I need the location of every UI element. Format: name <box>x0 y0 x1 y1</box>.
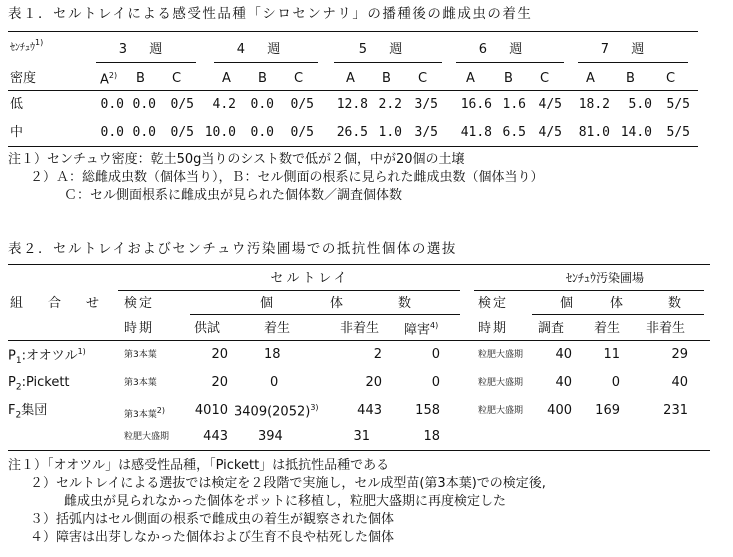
table1-w6-b: B <box>504 71 513 86</box>
table2-f-ind-underline <box>532 314 704 315</box>
table2-note-1: 注１）「オオツル」は感受性品種，「Pickett」は抵抗性品種である <box>8 458 390 473</box>
table1-top-rule <box>8 31 698 32</box>
table1-w3-a: $A^{2)}$ <box>100 71 118 88</box>
table1-mid-w7-c: 5/5 <box>666 125 690 140</box>
table1-low-w6-b: 1.6 <box>502 97 526 112</box>
table2-ct-col-tested: 供試 <box>194 321 221 336</box>
table2-f-col-ind-2: 体 <box>610 296 624 311</box>
table1-week-3-underline <box>96 62 196 63</box>
table2-f-col-test: 検定 <box>478 296 509 311</box>
table2-row-p2-ct-damage: 0 <box>431 375 440 390</box>
table2-row-f2b-ct-test: 粒肥大盛期 <box>124 432 170 442</box>
table1-mid-w3-b: 0.0 <box>132 125 156 140</box>
table1-mid-w4-a: 10.0 <box>204 125 236 140</box>
table1-w6-a: A <box>466 71 475 86</box>
table2-row-p2-ct-tested: 20 <box>211 375 228 390</box>
table1-week-7-underline <box>578 62 688 63</box>
table1-low-w3-b: 0.0 <box>132 97 156 112</box>
table1-w4-a: A <box>222 71 231 86</box>
table1-w7-b: B <box>626 71 635 86</box>
table2-row-p1-ct-noninfested: 2 <box>373 347 382 362</box>
table1-low-w7-c: 5/5 <box>666 97 690 112</box>
table2-ct-col-period: 時期 <box>124 321 155 336</box>
table2-celltray-underline <box>118 290 460 291</box>
table1-week-7: 7 週 <box>600 42 654 57</box>
table2-row-f2-f-test: 粒肥大盛期 <box>478 406 524 416</box>
table1-w7-a: A <box>586 71 595 86</box>
table2-row-p1-name: $P_1$:オオツル$^{1)}$ <box>8 347 86 366</box>
table1-mid-w4-b: 0.0 <box>250 125 274 140</box>
table2-row-f2b-ct-tested: 443 <box>203 429 228 444</box>
table2-row-p1-f-test: 粒肥大盛期 <box>478 350 524 360</box>
table1-mid-w4-c: 0/5 <box>290 125 314 140</box>
table1-mid-w7-b: 14.0 <box>620 125 652 140</box>
table2-row-f2-f-surveyed: 400 <box>547 403 572 418</box>
table2-row-f2-ct-damage: 158 <box>415 403 440 418</box>
table1-week-5: 5 週 <box>358 42 412 57</box>
table2-ct-col-noninfested: 非着生 <box>340 321 380 336</box>
table2-row-p1-f-infested: 11 <box>603 347 620 362</box>
table1-week-3: 3 週 <box>118 42 172 57</box>
table1-w6-c: C <box>540 71 550 86</box>
table2-row-f2b-ct-damage: 18 <box>423 429 440 444</box>
table2-row-f2b-ct-noninfested: 31 <box>353 429 370 444</box>
table2-note-4: ３）括弧内はセル側面の根系で雌成虫の着生が観察された個体 <box>30 512 395 527</box>
table1-week-6: 6 週 <box>478 42 532 57</box>
table1-low-w4-c: 0/5 <box>290 97 314 112</box>
table2-f-col-infested: 着生 <box>594 321 621 336</box>
table1-mid-w6-a: 41.8 <box>460 125 492 140</box>
table1-w5-a: A <box>346 71 355 86</box>
table1-mid-w5-a: 26.5 <box>336 125 368 140</box>
table2-row-f2b-ct-infested: 394 <box>258 429 283 444</box>
table1-week-4: 4 週 <box>236 42 290 57</box>
table2-row-f2-f-noninfested: 231 <box>663 403 688 418</box>
table1-w4-b: B <box>258 71 267 86</box>
table1-low-w5-b: 2.2 <box>378 97 402 112</box>
table2-note-5: ４）障害は出芽しなかった個体および生育不良や枯死した個体 <box>30 530 395 545</box>
table2-row-f2-f-infested: 169 <box>595 403 620 418</box>
table2-ct-ind-underline <box>190 314 460 315</box>
table1-note-2: ２）Ａ：総雌成虫数（個体当り），Ｂ：セル側面の根系に見られた雌成虫数（個体当り） <box>30 170 544 185</box>
table2-ct-col-test: 検定 <box>124 296 155 311</box>
table2-field-underline <box>474 290 704 291</box>
table1-corner-label: ｾﾝﾁｭｳ <box>10 42 35 54</box>
table2-ct-col-infested: 着生 <box>264 321 291 336</box>
table1-low-w5-a: 12.8 <box>336 97 368 112</box>
table2-row-p2-f-infested: 0 <box>611 375 620 390</box>
table1-w3-c: C <box>172 71 182 86</box>
table2-top-rule <box>8 264 710 265</box>
table1-week-6-underline <box>456 62 564 63</box>
table2-col-combination: 組 合 せ <box>10 296 106 311</box>
table1-w5-b: B <box>382 71 391 86</box>
table1-mid-w6-c: 4/5 <box>538 125 562 140</box>
table2-row-p2-ct-infested: 0 <box>270 375 279 390</box>
table2-row-p1-ct-test: 第3本葉 <box>124 350 157 360</box>
table1-mid-w3-c: 0/5 <box>170 125 194 140</box>
table1-low-w7-b: 5.0 <box>628 97 652 112</box>
table2-row-p1-ct-infested: 18 <box>264 347 281 362</box>
table2-row-f2-ct-noninfested: 443 <box>357 403 382 418</box>
table2-row-f2-name: $F_2$集団 <box>8 403 48 421</box>
table1-low-w6-a: 16.6 <box>460 97 492 112</box>
table2-f-col-period: 時期 <box>478 321 509 336</box>
table2-ct-col-damage: 障害$^{4)}$ <box>404 321 439 338</box>
table1-low-w5-c: 3/5 <box>414 97 438 112</box>
table2-row-f2-ct-test: 第3本葉2) <box>124 406 165 420</box>
table1-note-3: Ｃ：セル側面根系に雌成虫が見られた個体数／調査個体数 <box>64 188 403 203</box>
table2-row-p1-ct-tested: 20 <box>211 347 228 362</box>
table1-row-mid-label: 中 <box>10 125 24 140</box>
table1-w7-c: C <box>666 71 676 86</box>
table1-low-w7-a: 18.2 <box>578 97 610 112</box>
table1-corner-header <box>10 39 43 53</box>
table1-week-5-underline <box>334 62 442 63</box>
table2-row-p2-name: $P_2:Pickett$ <box>8 375 70 393</box>
table2-ct-col-ind-2: 体 <box>330 296 344 311</box>
table2-ct-col-ind-1: 個 <box>260 296 274 311</box>
table1-bottom-rule <box>8 146 698 147</box>
table2-ct-col-ind-3: 数 <box>398 296 412 311</box>
table1-week-4-underline <box>214 62 318 63</box>
table2-row-p2-f-noninfested: 40 <box>671 375 688 390</box>
table1-title: 表１．セルトレイによる感受性品種「シロセンナリ」の播種後の雌成虫の着生 <box>8 6 533 22</box>
table2-f-col-surveyed: 調査 <box>538 321 565 336</box>
table2-group-field: ｾﾝﾁｭｳ汚染圃場 <box>565 271 644 285</box>
table1-low-w4-a: 4.2 <box>212 97 236 112</box>
table1-low-w4-b: 0.0 <box>250 97 274 112</box>
table1-note-1: 注１）センチュウ密度：乾土50g当りのシスト数で低が２個，中が20個の土壌 <box>8 152 465 167</box>
table2-row-p2-f-test: 粒肥大盛期 <box>478 378 524 388</box>
table2-row-p1-ct-damage: 0 <box>431 347 440 362</box>
table2-note-2: ２）セルトレイによる選抜では検定を２段階で実施し，セル成型苗(第3本葉)での検定後, <box>30 476 546 491</box>
table2-row-p1-f-noninfested: 29 <box>671 347 688 362</box>
table1-w5-c: C <box>418 71 428 86</box>
table1-mid-w5-c: 3/5 <box>414 125 438 140</box>
table2-bottom-rule <box>8 450 710 451</box>
table2-row-p2-ct-noninfested: 20 <box>365 375 382 390</box>
table2-group-celltray: セルトレイ <box>270 271 350 286</box>
table1-low-w6-c: 4/5 <box>538 97 562 112</box>
table2-row-p2-f-surveyed: 40 <box>555 375 572 390</box>
table1-mid-w7-a: 81.0 <box>578 125 610 140</box>
table1-mid-w6-b: 6.5 <box>502 125 526 140</box>
table2-note-3: 雌成虫が見られなかった個体をポットに移植し，粒肥大盛期に再度検定した <box>64 494 507 509</box>
table1-w4-c: C <box>294 71 304 86</box>
table2-row-p1-f-surveyed: 40 <box>555 347 572 362</box>
table2-row-p2-ct-test: 第3本葉 <box>124 378 157 388</box>
table1-low-w3-c: 0/5 <box>170 97 194 112</box>
table2-f-col-ind-1: 個 <box>560 296 574 311</box>
table1-mid-w5-b: 1.0 <box>378 125 402 140</box>
table2-f-col-noninfested: 非着生 <box>646 321 686 336</box>
table1-w3-b: B <box>136 71 145 86</box>
table2-f-col-ind-3: 数 <box>668 296 682 311</box>
table2-header-rule <box>8 340 710 341</box>
table2-title: 表２．セルトレイおよびセンチュウ汚染圃場での抵抗性個体の選抜 <box>8 241 457 257</box>
table1-low-w3-a: 0.0 <box>100 97 124 112</box>
table2-row-f2-ct-infested: $3409(2052)^{3)}$ <box>234 403 319 420</box>
table1-mid-w3-a: 0.0 <box>100 125 124 140</box>
table1-density-label: 密度 <box>10 71 37 86</box>
table2-row-f2-ct-tested: 4010 <box>194 403 228 418</box>
table1-row-low-label: 低 <box>10 97 24 112</box>
table1-corner-note: 1) <box>35 38 44 47</box>
table1-header-rule <box>8 90 698 91</box>
